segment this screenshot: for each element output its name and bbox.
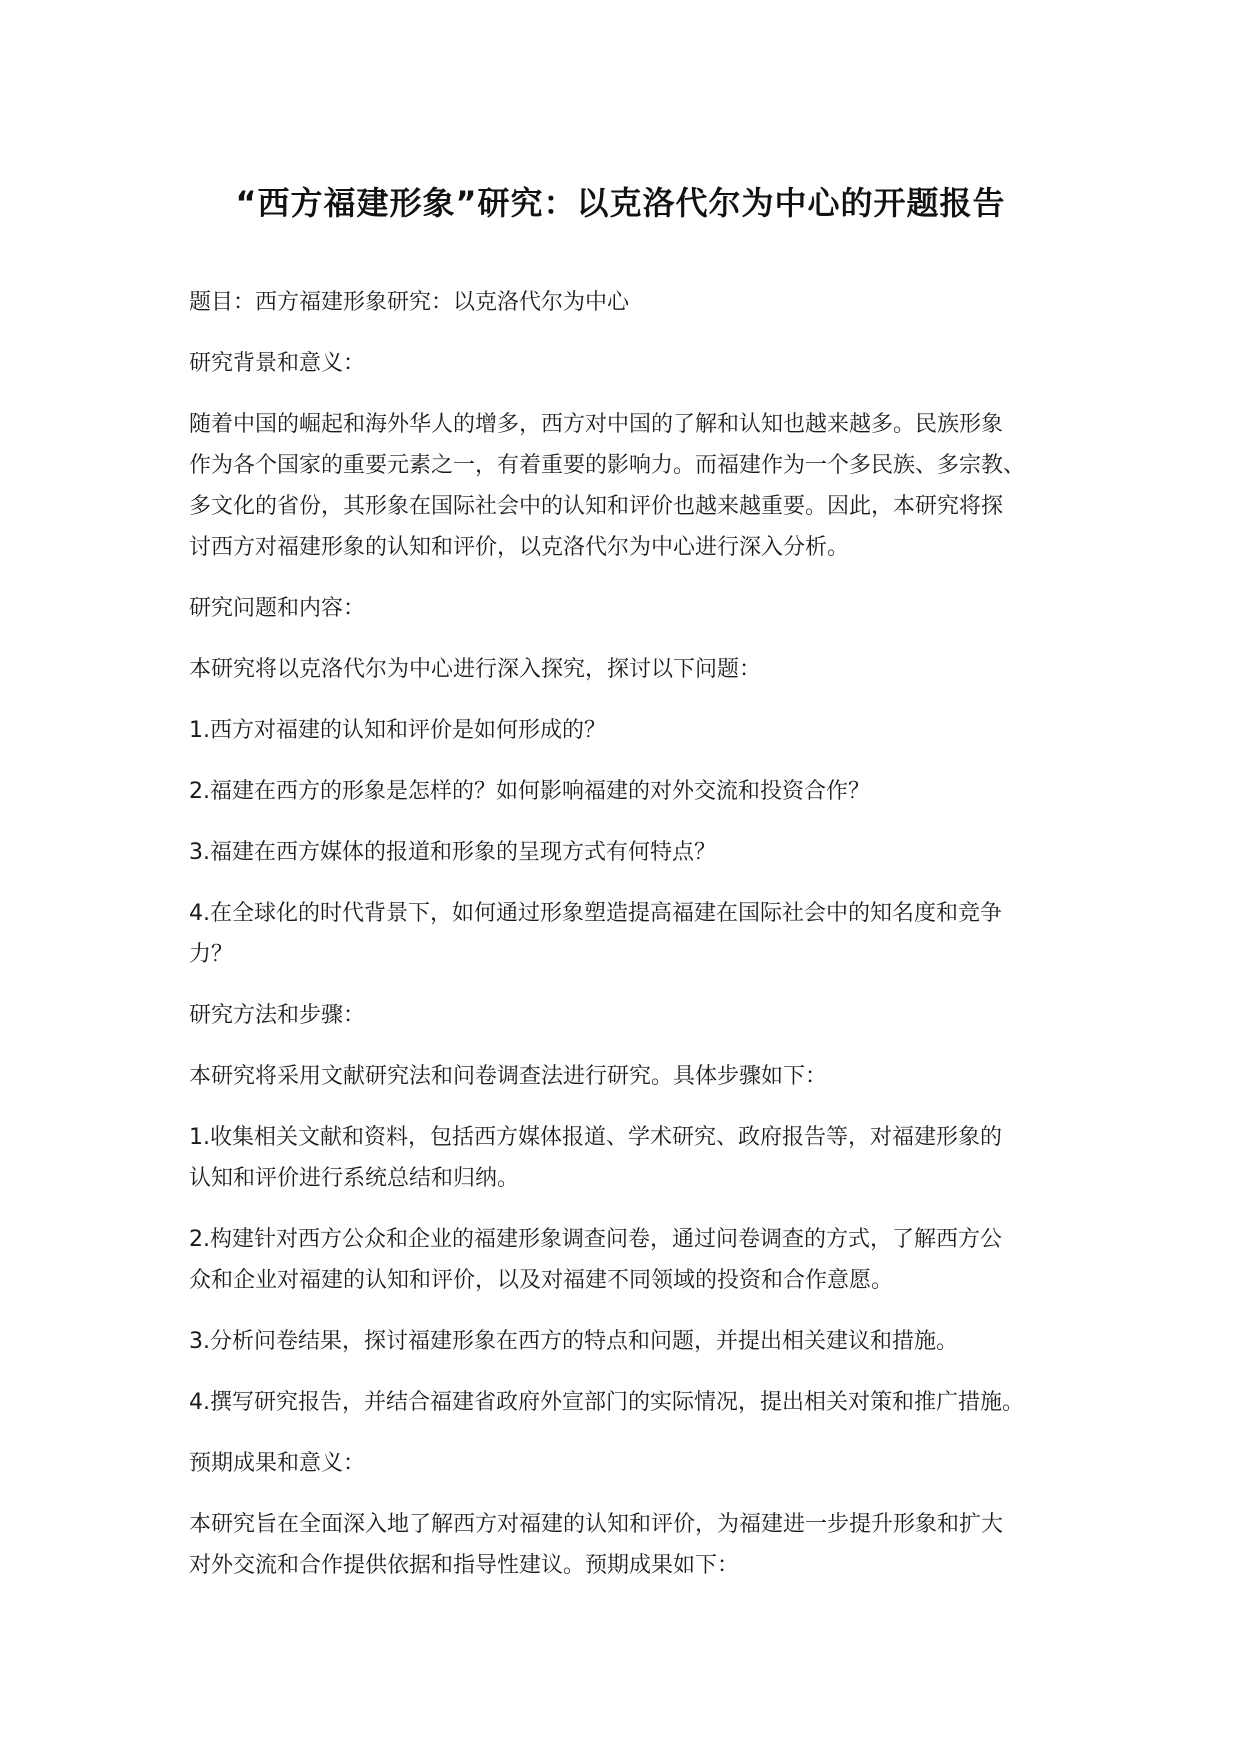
paragraph-line: 本研究将以克洛代尔为中心进行深入探究，探讨以下问题：: [189, 657, 762, 682]
paragraph-line: 1.西方对福建的认知和评价是如何形成的？: [189, 718, 606, 743]
paragraph-line: 本研究将采用文献研究法和问卷调查法进行研究。具体步骤如下：: [189, 1064, 828, 1089]
paragraph: [189, 771, 1069, 812]
paragraph-line: 4.在全球化的时代背景下，如何通过形象塑造提高福建在国际社会中的知名度和竞争: [189, 901, 1002, 926]
paragraph: [189, 710, 1069, 751]
paragraph-line: 众和企业对福建的认知和评价，以及对福建不同领域的投资和合作意愿。: [189, 1268, 894, 1293]
paragraph-line: 作为各个国家的重要元素之一，有着重要的影响力。而福建作为一个多民族、多宗教、: [189, 453, 1026, 478]
paragraph-line: 讨西方对福建形象的认知和评价，以克洛代尔为中心进行深入分析。: [189, 535, 850, 560]
paragraph: [189, 1219, 1069, 1301]
document-title: “西方福建形象”研究：以克洛代尔为中心的开题报告: [235, 184, 1006, 222]
paragraph-line: 题目：西方福建形象研究：以克洛代尔为中心: [189, 290, 630, 315]
paragraph: [189, 343, 1069, 384]
paragraph: [189, 1382, 1069, 1423]
paragraph-line: 随着中国的崛起和海外华人的增多，西方对中国的了解和认知也越来越多。民族形象: [189, 412, 1004, 437]
paragraph-line: 多文化的省份，其形象在国际社会中的认知和评价也越来越重要。因此，本研究将探: [189, 494, 1004, 519]
paragraph-line: 对外交流和合作提供依据和指导性建议。预期成果如下：: [189, 1553, 740, 1578]
paragraph: [189, 995, 1069, 1036]
paragraph-line: 研究背景和意义：: [189, 351, 366, 376]
paragraph: [189, 1056, 1069, 1097]
paragraph: [189, 893, 1069, 975]
paragraph: [189, 1321, 1069, 1362]
paragraph-line: 3.分析问卷结果，探讨福建形象在西方的特点和问题，并提出相关建议和措施。: [189, 1329, 958, 1354]
paragraph-line: 2.福建在西方的形象是怎样的？如何影响福建的对外交流和投资合作？: [189, 779, 870, 804]
paragraph: [189, 282, 1069, 323]
paragraph-line: 4.撰写研究报告，并结合福建省政府外宣部门的实际情况，提出相关对策和推广措施。: [189, 1390, 1024, 1415]
paragraph-line: 研究问题和内容：: [189, 596, 366, 621]
paragraph-line: 2.构建针对西方公众和企业的福建形象调查问卷，通过问卷调查的方式，了解西方公: [189, 1227, 1002, 1252]
paragraph: [189, 404, 1069, 568]
paragraph-line: 本研究旨在全面深入地了解西方对福建的认知和评价，为福建进一步提升形象和扩大: [189, 1512, 1004, 1537]
paragraph-line: 3.福建在西方媒体的报道和形象的呈现方式有何特点？: [189, 840, 716, 865]
paragraph: [189, 1117, 1069, 1199]
paragraph-line: 力？: [189, 942, 234, 967]
paragraph: [189, 1504, 1069, 1586]
paragraph: [189, 832, 1069, 873]
document-body: [189, 282, 1069, 1606]
paragraph-line: 预期成果和意义：: [189, 1451, 366, 1476]
paragraph-line: 认知和评价进行系统总结和归纳。: [189, 1166, 520, 1191]
paragraph: [189, 649, 1069, 690]
paragraph: [189, 1443, 1069, 1484]
paragraph-line: 研究方法和步骤：: [189, 1003, 366, 1028]
paragraph: [189, 588, 1069, 629]
paragraph-line: 1.收集相关文献和资料，包括西方媒体报道、学术研究、政府报告等，对福建形象的: [189, 1125, 1002, 1150]
